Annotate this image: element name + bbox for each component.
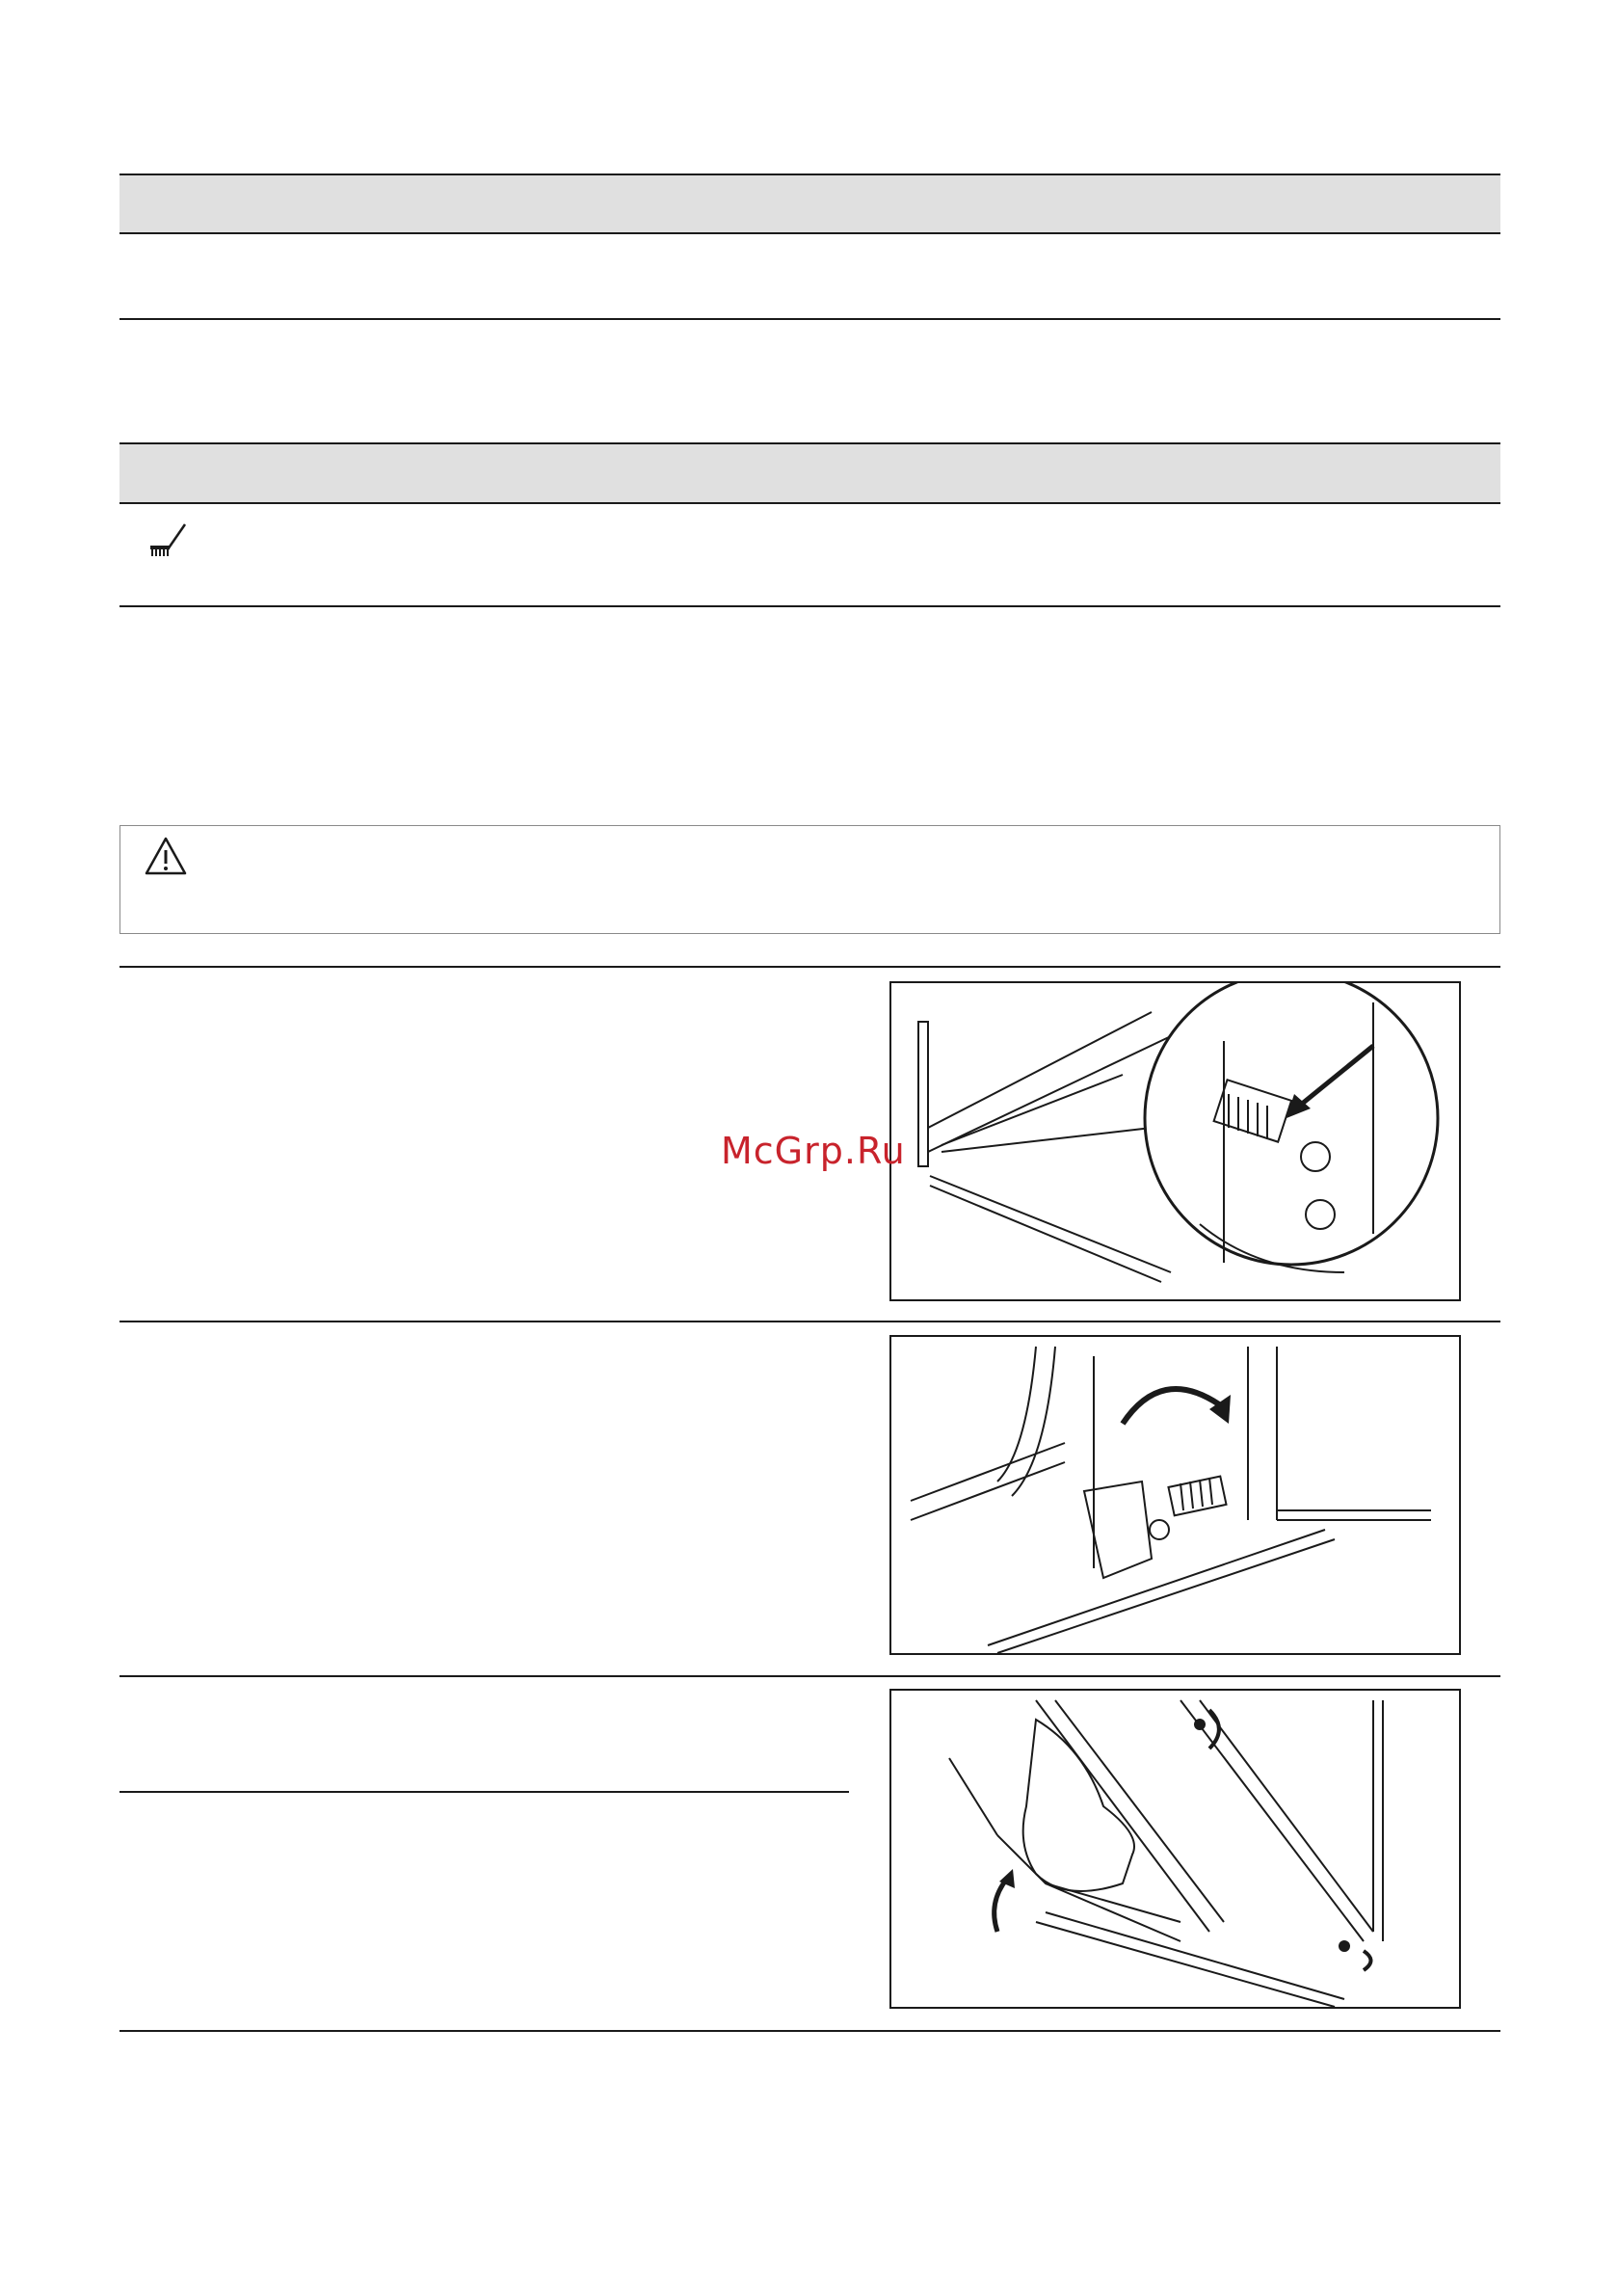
brush-icon <box>146 521 191 559</box>
table-header-band-2 <box>119 442 1500 504</box>
figure-hinge-lever-close-up <box>889 981 1461 1301</box>
step-rule-top <box>119 966 1500 968</box>
watermark-text: McGrp.Ru <box>721 1130 906 1172</box>
step-inner-rule <box>119 1791 849 1793</box>
warning-box <box>119 825 1500 934</box>
table-bottom-rule-1 <box>119 318 1500 320</box>
step-rule-bottom <box>119 2030 1500 2032</box>
warning-triangle-icon <box>144 836 188 876</box>
step-rule-2 <box>119 1675 1500 1677</box>
table-bottom-rule-2 <box>119 605 1500 607</box>
table-header-band-1 <box>119 174 1500 234</box>
figure-door-lift-remove <box>889 1689 1461 2009</box>
step-rule-1 <box>119 1321 1500 1322</box>
figure-hinge-lever-rotate <box>889 1335 1461 1655</box>
